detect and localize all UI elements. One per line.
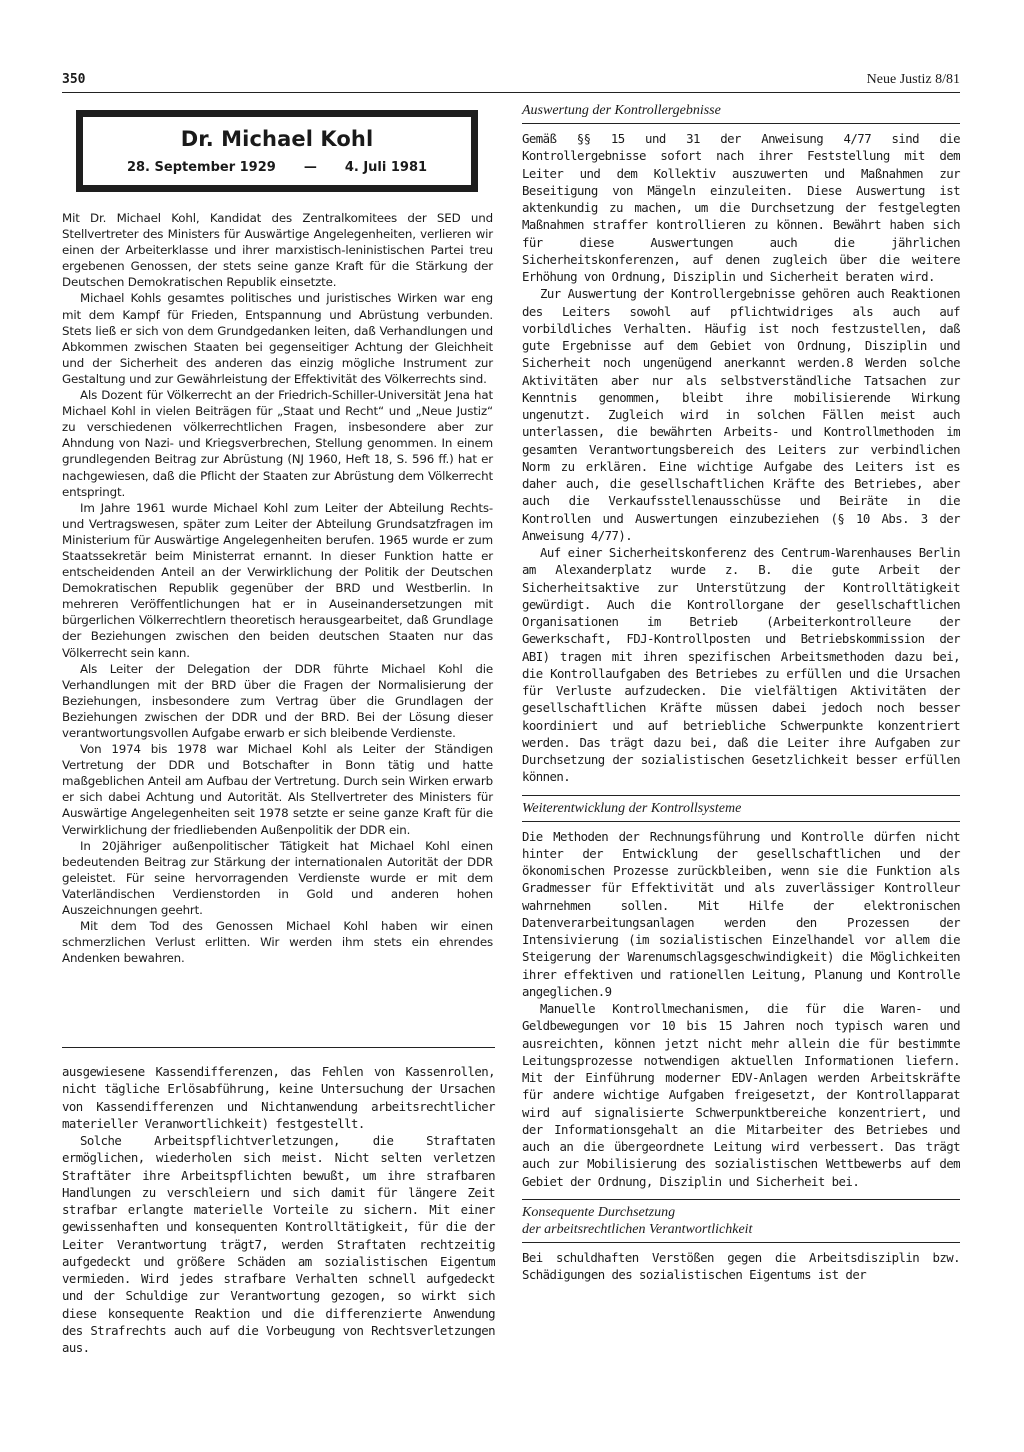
article-paragraph: Solche Arbeitspflichtverletzungen, die Straftaten ermöglichen, wiederholen sich meist. Nicht selten verletzen Straftäter ihre Arbeitspflichten bewußt, um ihre strafbaren Handlungen zu verschleiern und sich damit für längere Zeit strafbar erlangte materielle Vorteile zu sichern. Mit einer gewissenhaften und konsequenten Kontrolltätigkeit, für die der Leiter Verantwortung trägt7, werden Straftaten rechtzeitig aufgedeckt und größere Schäden am sozialistischen Eigentum vermieden. Wird jedes strafbare Verhalten schnell aufgedeckt und der Schuldige zur Verantwortung gezogen, so wirkt sich diese konsequente Reaktion und die differenzierte Anwendung des Strafrechts auch auf die Vorbeugung von Rechtsverletzungen aus. (62, 1134, 495, 1355)
article-paragraph: Manuelle Kontrollmechanismen, die für die Waren- und Geldbewegungen vor 10 bis 15 Jahren noch typisch waren und ausreichten, können jetzt nicht mehr allein die für bestimmte Leitungsprozesse notwendigen aktuellen Informationen liefern. Mit der Einführung moderner EDV-Anlagen werden Arbeitskräfte für andere wichtige Aufgaben freigesetzt, der Kontrollapparat wird auf signalisierte Schwerpunktbereiche konzentriert, und der Informationsgehalt an die Mitarbeiter des Betriebes und auch an die übergeordnete Leitung wird verbessert. Das trägt auch zur Mobilisierung des sozialistischen Wettbewerbs auf dem Gebiet der Ordnung, Disziplin und Sicherheit bei. (522, 1002, 960, 1189)
section-body (522, 131, 960, 787)
section-heading-line: der arbeitsrechtlichen Verantwortlichkeit (522, 1221, 753, 1237)
article-paragraph: Die Methoden der Rechnungsführung und Kontrolle dürfen nicht hinter der Entwicklung der gesellschaftlichen und der ökonomischen Prozesse zurückbleiben, wenn sie die Funktion als Gradmesser für Effektivität und als zuverlässiger Kontrolleur wahrnehmen sollen. Mit Hilfe der elektronischen Datenverarbeitungsanlagen werden den Prozessen der Intensivierung (im sozialistischen Einzelhandel vor allem die Steigerung der Warenumschlagsgeschwindigkeit) die Möglichkeiten ihrer effektiven und rationellen Leitung, Planung und Kontrolle angeglichen.9 (522, 829, 960, 999)
obituary-paragraph: Als Dozent für Völkerrecht an der Friedrich-Schiller-Universität Jena hat Michael Kohl in vielen Beiträgen für „Staat und Recht“ und „Neue Justiz“ zu verschiedenen völkerrechtlichen Fragen, insbesondere aber zur Ahndung von Nazi- und Kriegsverbrechen, Stellung genommen. In einem grundlegenden Beitrag zur Abrüstung (NJ 1960, Heft 18, S. 596 ff.) hat er nachgewiesen, daß die Pflicht der Staaten zur Abrüstung dem Völkerrecht entspringt. (62, 388, 493, 499)
article-paragraph: Bei schuldhaften Verstößen gegen die Arbeitsdisziplin bzw. Schädigungen des sozialistischen Eigentums ist der (522, 1250, 960, 1282)
article-left-column (62, 1064, 495, 1357)
section-rule (522, 123, 960, 124)
article-paragraph: Auf einer Sicherheitskonferenz des Centrum-Warenhauses Berlin am Alexanderplatz wurde z. B. die gute Arbeit der Sicherheitsaktive zur Unterstützung der Kontrolltätigkeit gewürdigt. Auch die Kontrollorgane der gesellschaftlichen Organisationen im Betrieb (Arbeiterkontrolleure der Gewerkschaft, FDJ-Kontrollposten und Betriebskommission der ABI) tragen mit ihren spezifischen Arbeitsmethoden dazu bei, die Kontrollaufgaben des Betriebes zu erfüllen und die Ursachen für Verluste aufzudecken. Die vielfältigen Aktivitäten der gesellschaftlichen Kräfte müssen dabei jedoch noch besser koordiniert und auf betriebliche Schwerpunkte konzentriert werden. Das trägt dazu bei, daß die Leiter ihre Aufgaben zur Durchsetzung der sozialistischen Gesetzlichkeit besser erfüllen können. (522, 546, 960, 785)
obituary-paragraph: Von 1974 bis 1978 war Michael Kohl als Leiter der Ständigen Vertretung der DDR und Botschafter in Bonn tätig und hatte maßgeblichen Anteil am Aufbau der Vertretung. Durch sein Wirken erwarb er sich dabei Achtung und Autorität. Als Stellvertreter des Ministers für Auswärtige Angelegenheiten seit 1978 setzte er seine ganze Kraft für die Verwirklichung der friedliebenden Außenpolitik der DDR ein. (62, 742, 493, 837)
obituary-paragraph: Mit Dr. Michael Kohl, Kandidat des Zentralkomitees der SED und Stellvertreter des Ministers für Auswärtige Angelegenheiten, verlieren wir einen der Arbeiterklasse und ihrer marxistisch-leninistischen Partei treu ergebenen Genossen, der stets seine ganze Kraft für die Stärkung der Deutschen Demokratischen Republik einsetzte. (62, 211, 493, 290)
obituary-birth-date: 28. September 1929 (126, 160, 276, 175)
section-durchsetzung (522, 1199, 960, 1285)
page-number: 350 (62, 72, 86, 87)
section-body (522, 829, 960, 1191)
section-body (522, 1250, 960, 1285)
obituary-paragraph: Mit dem Tod des Genossen Michael Kohl haben wir einen schmerzlichen Verlust erlitten. Wir werden ihm stets ein ehrendes Andenken bewahren. (62, 919, 493, 966)
journal-issue: Neue Justiz 8/81 (866, 72, 960, 87)
section-auswertung (522, 100, 960, 787)
obituary-dash: — (303, 160, 317, 175)
article-paragraph: ausgewiesene Kassendifferenzen, das Fehlen von Kassenrollen, nicht tägliche Erlösabführung, keine Untersuchung der Ursachen von Kassendifferenzen und Nichtanwendung arbeitsrechtlicher materieller Veranwortlichkeit) festgestellt. (62, 1065, 495, 1131)
obituary-box (76, 110, 478, 192)
section-heading (522, 1200, 960, 1242)
obituary-death-date: 4. Juli 1981 (344, 160, 428, 175)
article-right-column (522, 100, 960, 1292)
header-rule (62, 92, 960, 93)
section-rule (522, 1242, 960, 1243)
article-paragraph: Gemäß §§ 15 und 31 der Anweisung 4/77 sind die Kontrollergebnisse sofort nach ihrer Feststellung mit dem Leiter und dem Kollektiv auszuwerten und Maßnahmen zur Beseitigung von Mängeln einzuleiten. Diese Auswertung ist aktenkundig zu machen, um die Durchsetzung der festgelegten Maßnahmen straffer kontrollieren zu können. Bewährt haben sich für diese Auswertungen auch die jährlichen Sicherheitskonferenzen, auf denen zugleich über die weitere Erhöhung von Ordnung, Disziplin und Sicherheit beraten wird. (522, 132, 960, 284)
obituary-paragraph: In 20jähriger außenpolitischer Tätigkeit hat Michael Kohl einen bedeutenden Beitrag zur Stärkung der internationalen Autorität der DDR geleistet. Für seine hervorragenden Verdienste wurde er mit dem Vaterländischen Verdienstorden in Gold und anderen hohen Auszeichnungen geehrt. (62, 838, 493, 918)
section-weiterentwicklung (522, 795, 960, 1191)
section-heading: Auswertung der Kontrollergebnisse (522, 103, 721, 118)
section-heading: Weiterentwicklung der Kontrollsysteme (522, 800, 742, 816)
obituary-paragraph: Als Leiter der Delegation der DDR führte Michael Kohl die Verhandlungen mit der BRD über die Fragen der Normalisierung der Beziehungen, insbesondere zum Vertrag über die Grundlagen der Beziehungen zwischen der DDR und der BRD. Bei der Lösung dieser verantwortungsvollen Aufgabe erwarb er sich bleibende Verdienste. (62, 661, 493, 740)
obituary-name: Dr. Michael Kohl (180, 127, 374, 151)
obituary-dates (83, 160, 471, 175)
article-paragraph: Zur Auswertung der Kontrollergebnisse gehören auch Reaktionen des Leiters sowohl auf pflichtwidriges als auch auf vorbildliches Verhalten. Häufig ist noch festzustellen, daß gute Ergebnisse auf dem Gebiet von Ordnung, Disziplin und Sicherheit noch ungenügend anerkannt werden.8 Werden solche Aktivitäten aber nur als selbstverständliche Tatsachen zur Kenntnis genommen, bleibt ihre mobilisierende Wirkung ungenutzt. Zugleich wird in solchen Fällen meist auch unterlassen, die bewährten Arbeits- und Kontrollmethoden im gesamten Verantwortungsbereich des Leiters zur verbindlichen Norm zu erklären. Eine wichtige Aufgabe des Leiters ist es daher auch, die gesellschaftlichen Kräfte des Betriebes, aber auch die Verkaufsstellenausschüsse und Beiräte in die Kontrollen und Auswertungen einzubeziehen (§ 10 Abs. 3 der Anweisung 4/77). (522, 287, 960, 543)
obituary-text (62, 210, 493, 966)
obituary-paragraph: Im Jahre 1961 wurde Michael Kohl zum Leiter der Abteilung Rechts- und Vertragswesen, später zum Leiter der Abteilung Grundsatzfragen im Ministerium für Auswärtige Angelegenheiten berufen. 1965 wurde er zum Staatssekretär beim Ministerrat ernannt. In dieser Funktion hatte er entscheidenden Anteil an der Verwirklichung der Politik der Deutschen Demokratischen Republik gegenüber der BRD und Westberlin. In mehreren Veröffentlichungen hat er in Auseinandersetzungen mit bürgerlichen Völkerrechtlern theoretisch herausgearbeitet, daß Grundlage der Beziehungen zwischen den beiden deutschen Staaten nur das Völkerrecht sein kann. (62, 500, 493, 660)
obituary-paragraph: Michael Kohls gesamtes politisches und juristisches Wirken war eng mit dem Kampf für Frieden, Entspannung und Abrüstung verbunden. Stets ließ er sich von dem Grundgedanken leiten, daß Verhandlungen und Abkommen zwischen Staaten bei gegenseitiger Achtung der Gleichheit und der Sicherheit des anderen das einzig mögliche Instrument zur Gestaltung und zur Gewährleistung der Effektivität des Völkerrechts sind. (62, 291, 493, 386)
section-heading-line: Konsequente Durchsetzung (522, 1204, 676, 1220)
section-rule (522, 821, 960, 822)
column-divider-rule (62, 1047, 495, 1048)
